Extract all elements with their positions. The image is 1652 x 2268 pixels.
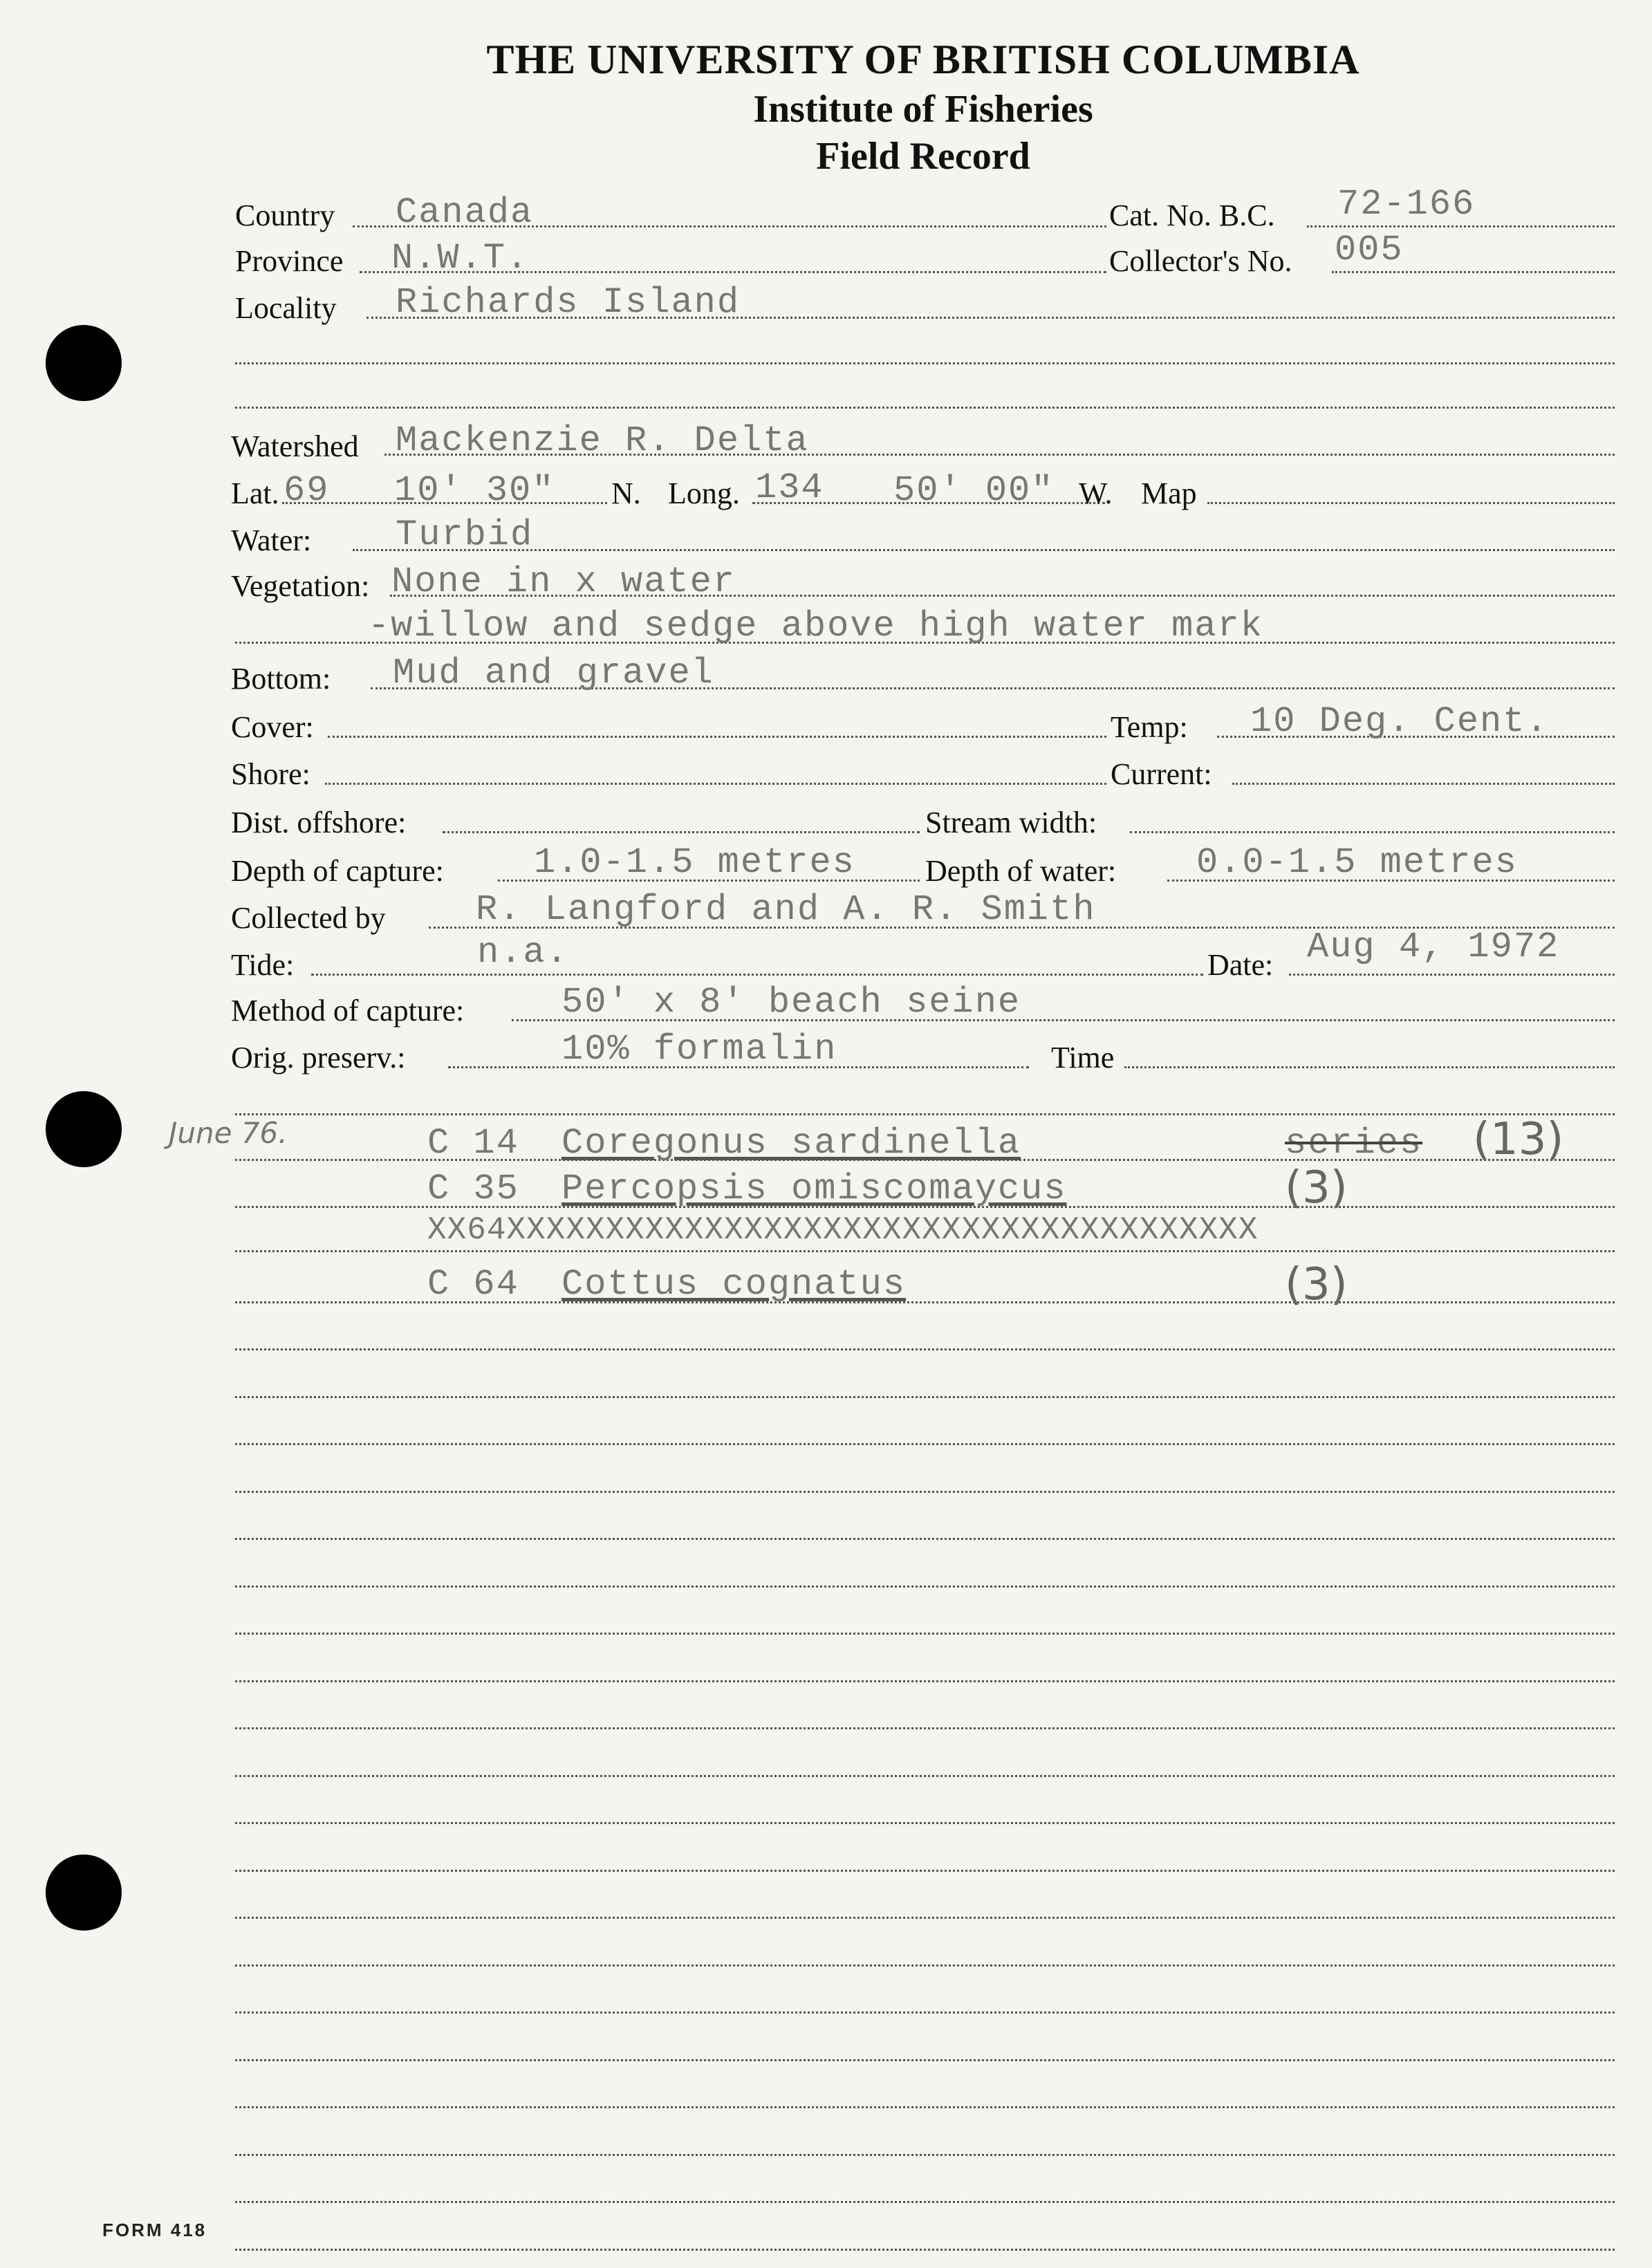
shore-line — [325, 783, 1106, 785]
blank-line — [235, 1491, 1615, 1493]
blank-line — [235, 1917, 1615, 1919]
collector-no-label: Collector's No. — [1109, 244, 1292, 278]
bottom-label: Bottom: — [231, 662, 331, 696]
locality-label: Locality — [235, 291, 337, 325]
depth-water-label: Depth of water: — [925, 854, 1117, 888]
tide-value: n.a. — [477, 932, 569, 973]
species-line-3 — [235, 1250, 1615, 1252]
cat-no-line — [1307, 225, 1615, 227]
water-value: Turbid — [396, 514, 534, 555]
time-label: Time — [1051, 1041, 1115, 1075]
cat-no-label: Cat. No. B.C. — [1109, 198, 1275, 232]
blank-line — [235, 1680, 1615, 1682]
species-2-count: (3) — [1285, 1162, 1348, 1214]
species-3-name: Cottus cognatus — [562, 1264, 907, 1305]
water-line — [353, 549, 1615, 551]
locality-value: Richards Island — [396, 282, 741, 323]
species-3-code: C 64 — [427, 1264, 519, 1305]
cover-line — [328, 736, 1106, 738]
form-number: FORM 418 — [102, 2220, 207, 2240]
species-2-code: C 35 — [427, 1169, 519, 1209]
punch-hole-middle — [46, 1091, 122, 1167]
record-title: Field Record — [816, 135, 1030, 178]
long-degrees: 134 — [755, 467, 824, 508]
lat-minutes: 10' 30" — [394, 470, 555, 511]
method-label: Method of capture: — [231, 994, 465, 1028]
watershed-label: Watershed — [231, 429, 359, 463]
blank-line — [235, 2059, 1615, 2061]
blank-line — [235, 1396, 1615, 1398]
cover-label: Cover: — [231, 710, 314, 744]
blank-line — [235, 2249, 1615, 2251]
vegetation-value-1: None in x water — [391, 561, 736, 602]
species-1-name: Coregonus sardinella — [562, 1123, 1021, 1164]
blank-line — [235, 2106, 1615, 2108]
institute-title: Institute of Fisheries — [753, 88, 1093, 131]
temp-label: Temp: — [1111, 710, 1188, 744]
north-label: N. — [611, 476, 641, 510]
shore-label: Shore: — [231, 757, 310, 791]
collector-no-line — [1332, 271, 1615, 273]
locality-line-3 — [235, 407, 1615, 409]
long-minutes: 50' 00" — [893, 470, 1055, 511]
species-1-count: (13) — [1473, 1114, 1564, 1165]
current-label: Current: — [1111, 757, 1212, 791]
lat-degrees: 69 — [284, 470, 330, 511]
temp-value: 10 Deg. Cent. — [1250, 701, 1549, 742]
date-line — [1289, 974, 1615, 976]
blank-line — [235, 2011, 1615, 2014]
blank-line — [235, 1964, 1615, 1967]
stream-width-line — [1130, 831, 1615, 833]
species-3-count: (3) — [1285, 1259, 1348, 1310]
species-xout-row: XX64XXXXXXXXXXXXXXXXXXXXXXXXXXXXXXXXXXXXXX — [427, 1212, 1259, 1248]
lat-label: Lat. — [231, 476, 279, 510]
tide-line — [311, 974, 1203, 976]
preserv-label: Orig. preserv.: — [231, 1041, 406, 1075]
species-1-code: C 14 — [427, 1123, 519, 1164]
blank-line — [235, 1586, 1615, 1588]
tide-label: Tide: — [231, 948, 295, 982]
west-label: W. — [1079, 476, 1113, 510]
margin-note: June 76. — [169, 1116, 288, 1150]
locality-line-2 — [235, 362, 1615, 364]
blank-line — [235, 2201, 1615, 2203]
punch-hole-bottom — [46, 1855, 122, 1931]
province-value: N.W.T. — [391, 238, 530, 279]
preserv-value: 10% formalin — [562, 1029, 837, 1070]
blank-line — [235, 1775, 1615, 1777]
bottom-value: Mud and gravel — [393, 653, 714, 694]
province-label: Province — [235, 244, 344, 278]
depth-capture-value: 1.0-1.5 metres — [534, 842, 855, 883]
collected-by-value: R. Langford and A. R. Smith — [476, 889, 1096, 930]
depth-water-value: 0.0-1.5 metres — [1196, 842, 1518, 883]
water-label: Water: — [231, 523, 312, 557]
date-value: Aug 4, 1972 — [1307, 927, 1560, 967]
blank-line — [235, 1870, 1615, 1872]
blank-line — [235, 1822, 1615, 1824]
blank-line — [235, 2154, 1615, 2156]
blank-line — [235, 1348, 1615, 1350]
method-value: 50' x 8' beach seine — [562, 982, 1021, 1023]
section-divider — [235, 1113, 1615, 1115]
country-label: Country — [235, 198, 335, 232]
collected-by-label: Collected by — [231, 901, 386, 935]
date-label: Date: — [1207, 948, 1274, 982]
country-value: Canada — [396, 192, 534, 233]
punch-hole-top — [46, 325, 122, 401]
time-line — [1124, 1066, 1615, 1068]
map-line — [1207, 502, 1615, 504]
collector-no-value: 005 — [1335, 230, 1404, 270]
blank-line — [235, 1443, 1615, 1445]
depth-capture-label: Depth of capture: — [231, 854, 444, 888]
vegetation-label: Vegetation: — [231, 569, 370, 603]
current-line — [1232, 783, 1615, 785]
blank-line — [235, 1727, 1615, 1729]
stream-width-label: Stream width: — [925, 806, 1097, 839]
dist-offshore-line — [443, 831, 920, 833]
blank-line — [235, 1633, 1615, 1635]
dist-offshore-label: Dist. offshore: — [231, 806, 407, 839]
map-label: Map — [1141, 476, 1197, 510]
species-1-struck-word: series — [1285, 1123, 1423, 1164]
blank-line — [235, 1538, 1615, 1540]
university-title: THE UNIVERSITY OF BRITISH COLUMBIA — [486, 37, 1360, 82]
watershed-value: Mackenzie R. Delta — [396, 420, 809, 461]
species-2-name: Percopsis omiscomaycus — [562, 1169, 1067, 1209]
vegetation-value-2: -willow and sedge above high water mark — [368, 606, 1263, 647]
cat-no-value: 72-166 — [1337, 184, 1476, 225]
long-label: Long. — [668, 476, 740, 510]
